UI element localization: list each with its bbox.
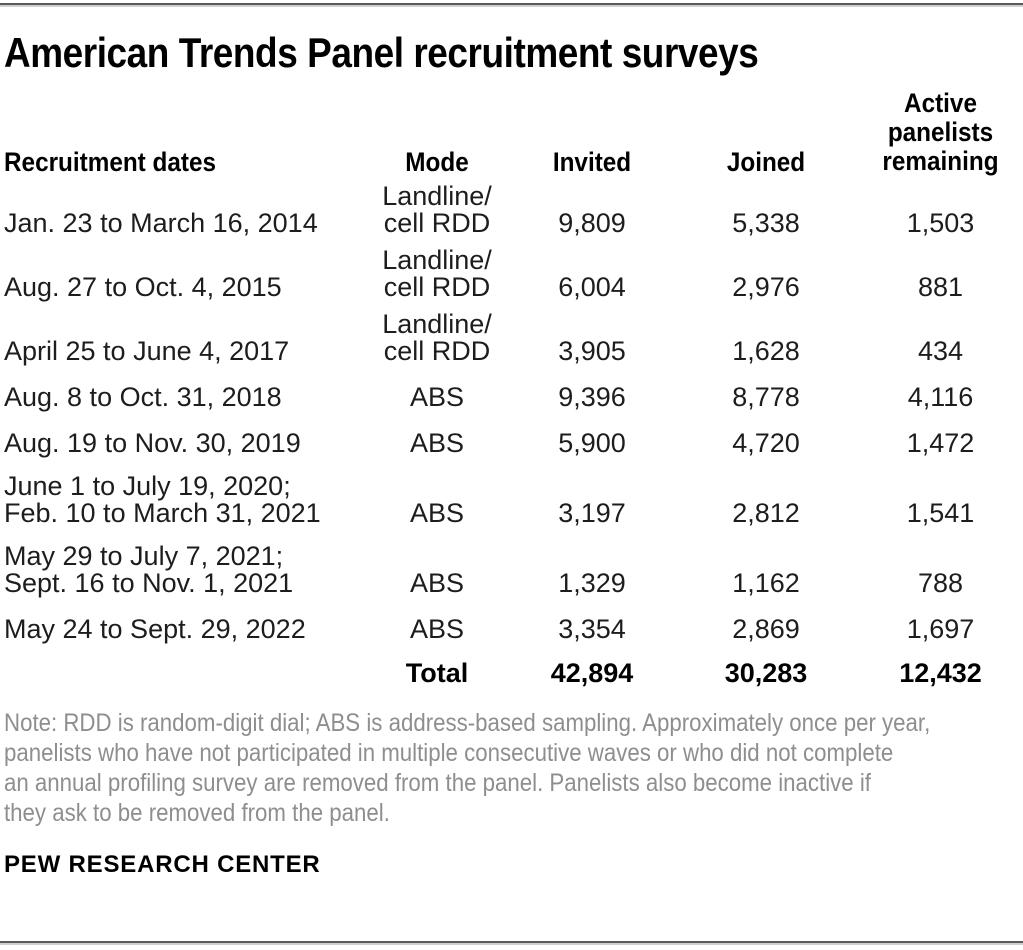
total-remaining-value: 12,432	[899, 658, 982, 688]
mode-cell: ABS	[409, 382, 465, 412]
mode-cell: ABS	[409, 614, 465, 644]
figure-content	[0, 30, 1023, 878]
table-row	[4, 414, 1019, 460]
footnote-line: Note: RDD is random-digit dial; ABS is address-based sampling. Approximately once per year,	[4, 709, 931, 737]
mode-cell: ABS	[409, 498, 465, 528]
table-row	[4, 304, 1019, 368]
invited-cell: 6,004	[558, 272, 626, 302]
mode-cell: Landline/ cell RDD	[382, 245, 492, 302]
recruitment-dates-cell: Aug. 8 to Oct. 31, 2018	[4, 382, 282, 412]
footnote-line: panelists who have not participated in multiple consecutive waves or who did not complete	[4, 739, 894, 767]
total-row	[4, 646, 1019, 690]
table-row	[4, 530, 1019, 600]
total-joined-value: 30,283	[724, 658, 808, 688]
footnote-line: they ask to be removed from the panel.	[4, 799, 390, 827]
remaining-cell: 434	[917, 336, 964, 366]
total-invited-value: 42,894	[550, 658, 634, 688]
total-empty-cell	[4, 646, 360, 690]
recruitment-table	[4, 86, 1019, 690]
recruitment-dates-cell: Aug. 19 to Nov. 30, 2019	[4, 428, 301, 458]
source-label: PEW RESEARCH CENTER	[4, 851, 321, 878]
column-header-active-panelists-remaining: Active panelists remaining	[882, 88, 999, 176]
table-footer	[4, 646, 1019, 690]
table-row	[4, 240, 1019, 304]
column-header-joined: Joined	[726, 147, 806, 177]
mode-cell: ABS	[409, 428, 465, 458]
table-row	[4, 460, 1019, 530]
joined-cell: 2,812	[732, 498, 800, 528]
recruitment-dates-cell: April 25 to June 4, 2017	[4, 336, 290, 366]
column-header-invited: Invited	[552, 147, 632, 177]
recruitment-dates-cell: Jan. 23 to March 16, 2014	[4, 208, 318, 238]
remaining-cell: 1,697	[906, 614, 975, 644]
remaining-cell: 1,472	[906, 428, 975, 458]
mode-cell: Landline/ cell RDD	[382, 181, 492, 238]
header-row	[4, 86, 1019, 176]
joined-cell: 8,778	[732, 382, 800, 412]
table-row	[4, 600, 1019, 646]
mode-cell: Landline/ cell RDD	[382, 309, 492, 366]
mode-cell: ABS	[409, 568, 465, 598]
joined-cell: 2,869	[732, 614, 800, 644]
column-header-recruitment-dates: Recruitment dates	[4, 147, 217, 177]
recruitment-dates-cell: Aug. 27 to Oct. 4, 2015	[4, 272, 282, 302]
remaining-cell: 1,503	[906, 208, 975, 238]
table-header	[4, 86, 1019, 176]
remaining-cell: 881	[917, 272, 964, 302]
invited-cell: 3,354	[558, 614, 626, 644]
column-header-mode: Mode	[405, 147, 469, 177]
invited-cell: 3,905	[558, 336, 626, 366]
joined-cell: 1,628	[732, 336, 800, 366]
invited-cell: 9,809	[558, 208, 626, 238]
table-row	[4, 368, 1019, 414]
top-divider	[0, 3, 1023, 5]
total-label: Total	[405, 658, 469, 688]
remaining-cell: 788	[917, 568, 964, 598]
invited-cell: 5,900	[558, 428, 626, 458]
invited-cell: 9,396	[558, 382, 626, 412]
invited-cell: 1,329	[558, 568, 626, 598]
remaining-cell: 1,541	[906, 498, 975, 528]
table-row	[4, 176, 1019, 240]
recruitment-dates-cell: May 24 to Sept. 29, 2022	[4, 614, 306, 644]
joined-cell: 1,162	[732, 568, 800, 598]
invited-cell: 3,197	[558, 498, 626, 528]
footnote-line: an annual profiling survey are removed from the panel. Panelists also become inactive if	[4, 769, 871, 797]
recruitment-dates-cell: June 1 to July 19, 2020; Feb. 10 to March 31, 2021	[4, 471, 321, 528]
joined-cell: 4,720	[732, 428, 800, 458]
table-body	[4, 176, 1019, 646]
footnote	[4, 708, 1019, 828]
figure-title: American Trends Panel recruitment surveys	[4, 29, 759, 76]
recruitment-dates-cell: May 29 to July 7, 2021; Sept. 16 to Nov. 1, 2021	[4, 541, 294, 598]
joined-cell: 5,338	[732, 208, 800, 238]
joined-cell: 2,976	[732, 272, 800, 302]
bottom-divider	[0, 941, 1023, 943]
remaining-cell: 4,116	[907, 382, 974, 412]
